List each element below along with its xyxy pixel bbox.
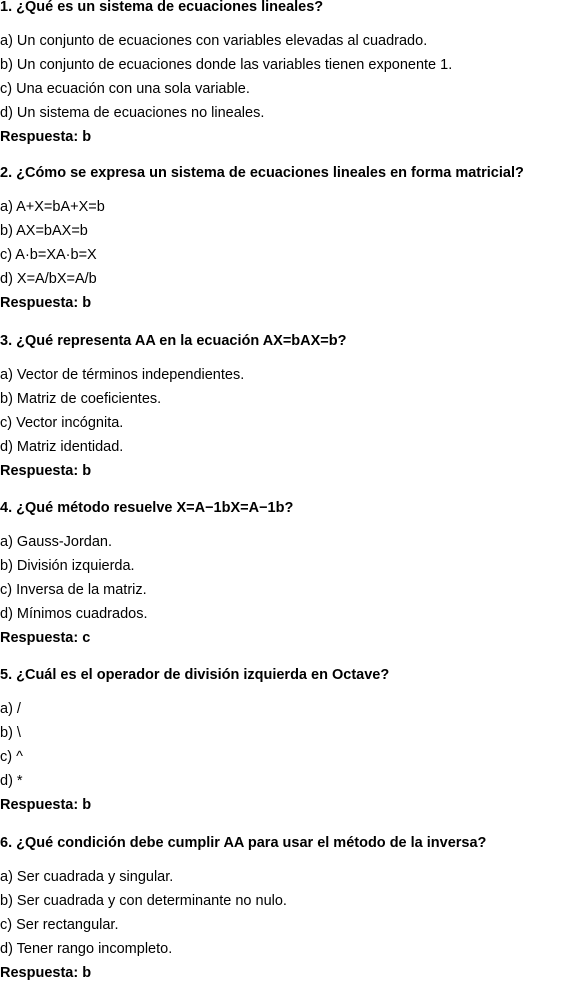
option-b: b) Un conjunto de ecuaciones donde las variables tienen exponente 1.: [0, 57, 453, 73]
option-b: b) División izquierda.: [0, 558, 135, 574]
option-d: d) *: [0, 773, 23, 789]
option-list: [0, 530, 582, 626]
option-d: d) Matriz identidad.: [0, 439, 124, 455]
option-d: d) X=A/bX=A/b: [0, 271, 97, 287]
option-b: b) Matriz de coeficientes.: [0, 391, 162, 407]
question-title: 5. ¿Cuál es el operador de división izquierda en Octave?: [0, 667, 390, 683]
question-title: 4. ¿Qué método resuelve X=A−1bX=A−1b?: [0, 500, 294, 516]
question-title: 3. ¿Qué representa AA en la ecuación AX=bAX=b?: [0, 333, 347, 349]
question-block-2: [0, 164, 582, 315]
answer-label: Respuesta: b: [0, 463, 92, 479]
option-c: c) ^: [0, 749, 23, 765]
question-block-3: [0, 332, 582, 483]
option-a: a) Ser cuadrada y singular.: [0, 869, 174, 885]
answer-label: Respuesta: b: [0, 295, 92, 311]
option-b: b) \: [0, 725, 21, 741]
option-d: d) Mínimos cuadrados.: [0, 606, 148, 622]
option-a: a) Gauss-Jordan.: [0, 534, 113, 550]
answer-label: Respuesta: b: [0, 129, 92, 145]
option-b: b) AX=bAX=b: [0, 223, 88, 239]
option-list: [0, 29, 582, 125]
option-c: c) Una ecuación con una sola variable.: [0, 81, 250, 97]
answer-label: Respuesta: b: [0, 965, 92, 981]
option-d: d) Tener rango incompleto.: [0, 941, 173, 957]
answer-label: Respuesta: b: [0, 797, 92, 813]
option-a: a) /: [0, 701, 21, 717]
option-d: d) Un sistema de ecuaciones no lineales.: [0, 105, 265, 121]
question-block-5: [0, 666, 582, 817]
answer-label: Respuesta: c: [0, 630, 91, 646]
option-c: c) A·b=XA·b=X: [0, 247, 97, 263]
option-list: [0, 363, 582, 459]
question-block-1: [0, 0, 582, 149]
option-c: c) Vector incógnita.: [0, 415, 124, 431]
option-a: a) Un conjunto de ecuaciones con variables elevadas al cuadrado.: [0, 33, 428, 49]
option-a: a) Vector de términos independientes.: [0, 367, 245, 383]
question-title: 6. ¿Qué condición debe cumplir AA para usar el método de la inversa?: [0, 835, 487, 851]
question-block-4: [0, 499, 582, 650]
option-list: [0, 697, 582, 793]
question-block-6: [0, 834, 582, 985]
option-b: b) Ser cuadrada y con determinante no nulo.: [0, 893, 287, 909]
option-a: a) A+X=bA+X=b: [0, 199, 105, 215]
option-list: [0, 195, 582, 291]
question-title: 2. ¿Cómo se expresa un sistema de ecuaciones lineales en forma matricial?: [0, 165, 524, 181]
option-c: c) Inversa de la matriz.: [0, 582, 147, 598]
question-title: 1. ¿Qué es un sistema de ecuaciones lineales?: [0, 0, 324, 15]
option-list: [0, 865, 582, 961]
option-c: c) Ser rectangular.: [0, 917, 119, 933]
